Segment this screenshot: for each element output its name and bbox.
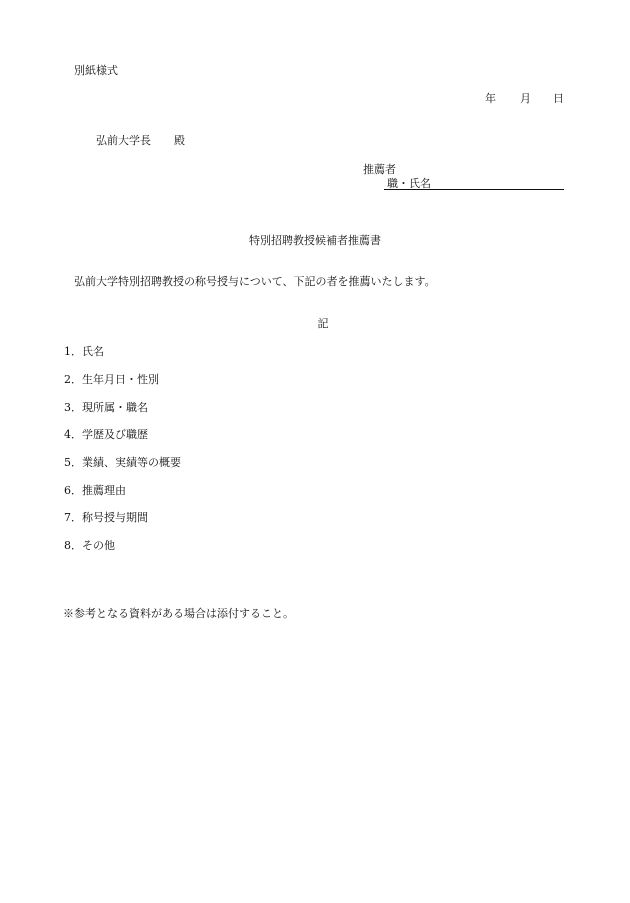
list-item [64, 539, 115, 553]
date-year-label: 年 [485, 92, 496, 105]
list-item-number: 2． [64, 373, 82, 386]
list-item [64, 484, 126, 498]
intro-text: 弘前大学特別招聘教授の称号授与について、下記の者を推薦いたします。 [74, 275, 436, 288]
list-item-number: 4． [64, 428, 82, 441]
list-item-label: 現所属・職名 [82, 401, 148, 414]
signature-line [384, 189, 564, 190]
document-title: 特別招聘教授候補者推薦書 [249, 234, 381, 247]
list-item [64, 428, 148, 442]
form-label: 別紙様式 [74, 64, 118, 77]
list-item [64, 401, 148, 415]
list-item [64, 345, 104, 359]
list-item-number: 8． [64, 539, 82, 552]
list-item [64, 373, 159, 387]
list-item-label: 生年月日・性別 [82, 373, 159, 386]
ki-heading: 記 [317, 317, 329, 330]
addressee-name: 弘前大学長 [96, 134, 151, 147]
list-item [64, 456, 181, 470]
list-item-number: 6． [64, 484, 82, 497]
list-item-label: その他 [82, 539, 115, 552]
list-item-label: 推薦理由 [82, 484, 126, 497]
footnote: ※参考となる資料がある場合は添付すること。 [63, 607, 294, 620]
list-item-label: 学歴及び職歴 [82, 428, 148, 441]
list-item-number: 7． [64, 511, 82, 524]
list-item-number: 1． [64, 345, 82, 358]
list-item-label: 氏名 [82, 345, 104, 358]
list-item-number: 5． [64, 456, 82, 469]
recommender-name-label: 職・氏名 [387, 177, 431, 190]
addressee-honorific: 殿 [174, 134, 185, 147]
date-month-label: 月 [520, 92, 531, 105]
list-item-label: 称号授与期間 [82, 511, 148, 524]
list-item-number: 3． [64, 401, 82, 414]
list-item [64, 511, 148, 525]
date-day-label: 日 [553, 92, 564, 105]
list-item-label: 業績、実績等の概要 [82, 456, 181, 469]
recommender-label: 推薦者 [363, 163, 396, 176]
